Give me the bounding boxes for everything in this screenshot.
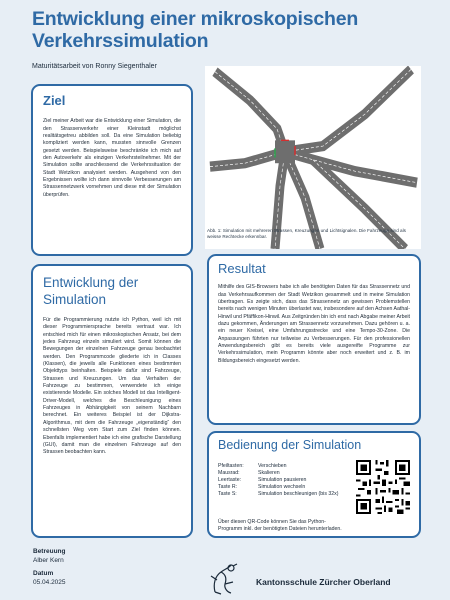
control-row: Taste S: Simulation beschleunigen (bis 32x) — [218, 491, 339, 497]
datum-value: 05.04.2025 — [33, 579, 66, 586]
entwicklung-heading: Entwicklung der Simulation — [43, 275, 139, 307]
control-row: Mausrad: Skalieren — [218, 470, 280, 476]
resultat-box — [207, 254, 421, 425]
bedienung-heading: Bedienung der Simulation — [218, 438, 362, 452]
school-name: Kantonsschule Zürcher Oberland — [256, 577, 391, 587]
poster-title: Entwicklung einer mikroskopischen Verkehrssimulation — [32, 8, 359, 52]
bedienung-box — [207, 431, 421, 538]
entwicklung-text: Für die Programmierung nutzte ich Python, weil ich mit dieser Programmiersprache bereits vertraut war. Ich entschied mich für einen mikroskopischen Ansatz, bei dem jedes Fahrzeug einzeln simuliert wird. Somit können die Bewegungen der einzelnen Fahrzeuge genau beobachtet werden. Den Programmcode gliederte ich in Classes (Klassen), die jeweils alle Funktionen eines bestimmten Objekttyps beinhalten. Beispiele dafür sind Fahrzeuge, Strassen und Kreuzungen. Um das Verhalten der Fahrzeuge zu bestimmen, verwendete ich einige existierende Modelle. Ein solches Modell ist das Intelligent-Driver-Modell, welches die Beschleunigung eines Fahrzeuges in Abhängigkeit von seinem Nachbarn berechnet. Ein weiteres Beispiel ist der Dijkstra-Algorithmus, mit dem die Fahrzeuge „eigenständig“ den schnellsten Weg vom Start zum Ziel finden können. Ebenfalls implementiert habe ich eine grafische Darstellung (GUI), damit man die einzelnen Fahrzeuge auf den Strassen beobachten kann. — [43, 317, 181, 456]
control-row: Leertaste: Simulation pausieren — [218, 477, 307, 483]
ziel-box — [31, 84, 193, 256]
control-row: Taste R: Simulation wechseln — [218, 484, 306, 490]
controls-list — [218, 463, 343, 498]
control-row: Pfeiltasten: Verschieben — [218, 463, 287, 469]
resultat-text: Mithilfe des GIS-Browsers habe ich alle benötigten Daten für das Strassennetz und das Verkehrsaufkommen der Stadt Wetzikon gesammelt und in meine Simulation übertragen. Es zeigte sich, dass das Strassennetz an gewissen Problemstellen bereits nach wenigen Minuten überlastet war, insbesondere auf den Achsen Aathal-Hinwil und Pfäffikon-Hinwil. Aus Zeitgründen bin ich erst nach Abgabe meiner Arbeit dazu gekommen, Änderungen am Strassennetz vorzunehmen. Dazu gehören u. a. ein neuer Kreisel, eine Umfahrungsstrecke und eine Tempo-30-Zone. Die Anpassungen führten nur teilweise zu Verbesserungen. Für den professionellen Anwendungsbereich gibt es bereits viele ausgereifte Programme zur Verkehrssimulation, mein Programm könnte aber noch erweitert und z. B. im Bildungsbereich eingesetzt werden. — [218, 284, 410, 364]
betreuung-value: Alber Kern — [33, 557, 64, 564]
qr-note: Über diesen QR-Code können Sie das Python-Programm inkl. der benötigten Dateien herunterladen. — [218, 519, 342, 533]
ziel-text: Ziel meiner Arbeit war die Entwicklung einer Simulation, die den Strassenverkehr einer Kleinstadt möglichst realitätsgetreu abbilden soll. Da eine Simulation beliebig kompliziert werden kann, mussten sinnvolle Grenzen gesetzt werden. Beispielsweise beschränkte ich mich auf den Autoverkehr als einzigen Verkehrsteilnehmer. Mit der Simulation sollte anschliessend die Verkehrssituation der Stadt Wetzikon analysiert werden. Ausgehend von den Ergebnissen wollte ich dann sinnvolle Verbesserungen am Strassennetzwerk vornehmen und diese mit der Simulation überprüfen. — [43, 118, 181, 198]
resultat-heading: Resultat — [218, 261, 266, 276]
betreuung-label: Betreuung — [33, 548, 66, 555]
figure-caption: Abb. 1: Simulation mit mehreren Strassen, Kreuzungen und Lichtsignalen. Die Fahrzeuge sind als weisse Rechtecke erkennbar. — [207, 228, 406, 239]
qr-code-icon[interactable] — [356, 460, 410, 514]
entwicklung-box — [31, 264, 193, 538]
simulation-figure — [205, 66, 421, 249]
school-logo-icon — [207, 562, 247, 596]
ziel-heading: Ziel — [43, 93, 66, 108]
poster-subtitle: Maturitätsarbeit von Ronny Siegenthaler — [32, 63, 157, 70]
datum-label: Datum — [33, 570, 54, 577]
